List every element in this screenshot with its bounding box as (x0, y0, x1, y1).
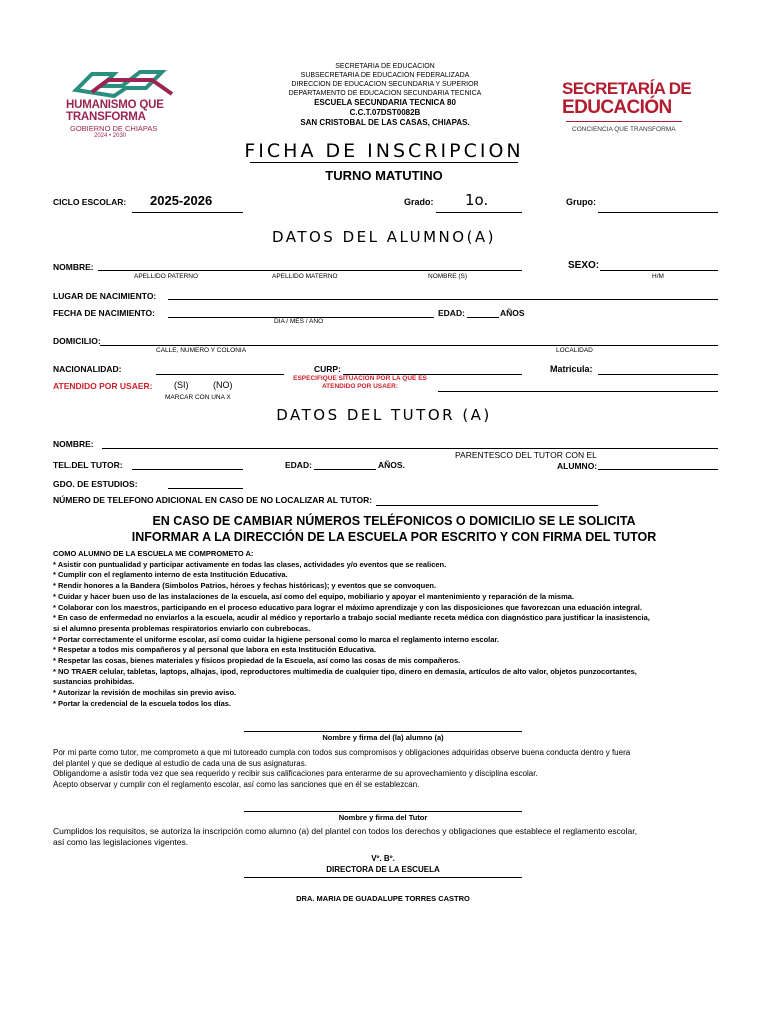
logo-right-line1: SECRETARÍA DE (562, 79, 692, 98)
logo-left-line3: GOBIERNO DE CHIAPAS (70, 124, 158, 133)
tutor-nombre-field[interactable] (102, 448, 718, 449)
page-subtitle: TURNO MATUTINO (325, 168, 443, 183)
alumno-anos-label: AÑOS (500, 308, 525, 318)
section-tutor-title: DATOS DEL TUTOR (A) (276, 406, 492, 424)
lugar-nacimiento-label: LUGAR DE NACIMIENTO: (53, 291, 157, 301)
header-line4: DEPARTAMENTO DE EDUCACION SECUNDARIA TECNICA (288, 90, 482, 97)
logo-right-line3: CONCIENCIA QUE TRANSFORMA (572, 126, 676, 133)
aviso-notice (0, 514, 768, 545)
tutor-compromiso-text (53, 748, 733, 790)
page-title: FICHA DE INSCRIPCION (244, 140, 524, 162)
dia-mes-caption: DIA / MES / AÑO (274, 318, 324, 325)
lugar-nacimiento-field[interactable] (168, 299, 718, 300)
parentesco-label-2: ALUMNO: (557, 461, 598, 471)
apellido-paterno-caption: APELLIDO PATERNO (134, 273, 199, 280)
cumplidos-text (53, 826, 743, 848)
domicilio-field[interactable] (100, 345, 718, 346)
compromiso-item: * Colaborar con los maestros, participando en el proceso educativo para lograr el máximo aprendizaje y con las disposiciones que favorezcan una eduación integral. (53, 602, 642, 612)
compromiso-item: * En caso de enfermedad no enviarlos a la escuela, acudir al médico y reportarlo a trabajo social mediante receta médica con diagnóstico para justificar la inasistencia, (53, 613, 650, 623)
calle-caption: CALLE, NUMERO Y COLONIA (156, 347, 247, 354)
tutor-edad-label: EDAD: (285, 460, 312, 470)
directora-nombre: DRA. MARIA DE GUADALUPE TORRES CASTRO (296, 894, 470, 903)
parentesco-label-1: PARENTESCO DEL TUTOR CON EL (455, 450, 597, 460)
parentesco-field[interactable] (598, 469, 718, 470)
aviso-line2: INFORMAR A LA DIRECCIÓN DE LA ESCUELA POR ESCRITO Y CON FIRMA DEL TUTOR (131, 529, 657, 544)
firma-directora-line[interactable] (244, 877, 522, 878)
tutor-edad-field[interactable] (314, 469, 376, 470)
logo-left-line2: TRANSFORMA (66, 111, 146, 123)
telefono-adicional-label: NÚMERO DE TELEFONO ADICIONAL EN CASO DE NO LOCALIZAR AL TUTOR: (53, 495, 373, 505)
especifique-line1: ESPECIFIQUE SITUACION POR LA QUE ES (293, 375, 427, 382)
compromiso-item: * Asistir con puntualidad y participar activamente en todas las clases, actividades y/o eventos que se realicen. (53, 559, 447, 569)
compromiso-item: * Rendir honores a la Bandera (Simbolos Patrios, héroes y fechas históricas); y eventos que se convoquen. (53, 581, 437, 591)
especifique-caption (270, 375, 450, 391)
title-underline (250, 162, 518, 163)
tutor-anos-label: AÑOS. (378, 460, 405, 470)
tutor-text-line: Acepto observar y cumplir con el reglamento escolar, así como las sanciones que en él se establezcan. (53, 779, 420, 789)
tutor-tel-field[interactable] (132, 469, 243, 470)
logo-right-line2: EDUCACIÓN (562, 97, 672, 118)
logo-left-line4: 2024 • 2030 (94, 133, 127, 139)
compromiso-item: sustancias prohibidas. (53, 677, 135, 687)
logo-left-line1: HUMANISMO QUE (66, 99, 164, 111)
nacionalidad-label: NACIONALIDAD: (53, 364, 122, 374)
nombres-caption: NOMBRE (S) (428, 273, 467, 280)
header-line3: DIRECCION DE EDUCACION SECUNDARIA Y SUPERIOR (291, 81, 479, 88)
header-line1: SECRETARIA DE EDUCACION (335, 63, 435, 70)
ciclo-field[interactable] (132, 212, 243, 213)
header-line6: C.C.T.07DST0082B (349, 108, 421, 117)
especifique-field[interactable] (438, 391, 718, 392)
firma-tutor-line[interactable] (244, 811, 522, 812)
firma-tutor-label: Nombre y firma del Tutor (338, 813, 428, 822)
aviso-line1: EN CASO DE CAMBIAR NÚMEROS TELÉFONICOS O DOMICILIO SE LE SOLICITA (152, 514, 636, 528)
fecha-nacimiento-label: FECHA DE NACIMIENTO: (53, 308, 155, 318)
ciclo-label: CICLO ESCOLAR: (53, 197, 127, 207)
tutor-text-line: Obligandome a asistir toda vez que sea requerido y recibir sus calificaciones para enterarme de su aprovechamiento y disciplina escolar. (53, 769, 538, 778)
header-line2: SUBSECRETARIA DE EDUCACION FEDERALIZADA (300, 72, 470, 79)
compromiso-item: si el alumno presenta problemas respiratorios enviarlo con cubrebocas. (53, 623, 311, 633)
usaer-no-option[interactable]: (NO) (213, 380, 233, 390)
matricula-field[interactable] (598, 374, 718, 375)
telefono-adicional-field[interactable] (376, 505, 598, 506)
compromiso-item: * NO TRAER celular, tabletas, laptops, alhajas, ipod, reproductores multimedia de cualquier tipo, dinero en demasía, artículos de alto valor, objetos punzocortantes, (53, 666, 637, 676)
header-line7: SAN CRISTOBAL DE LAS CASAS, CHIAPAS. (300, 118, 470, 127)
cumplidos-line: Cumplidos los requisitos, se autoriza la inscripción como alumno (a) del plantel con todos los derechos y obligaciones que establece el reglamento escolar, (53, 826, 637, 836)
compromiso-item: * Respetar a todos mis compañeros y al personal que labora en esta Institución Educativa. (53, 645, 377, 655)
usaer-si-option[interactable]: (SI) (174, 380, 189, 390)
tutor-text-line: Por mi parte como tutor, me comprometo a que mi tutoreado cumpla con todos sus compromisos y obligaciones adquiridas observe buena conducta dentro y fuera (53, 748, 631, 757)
usaer-label: ATENDIDO POR USAER: (53, 381, 153, 391)
firma-alumno-label: Nombre y firma del (la) alumno (a) (322, 733, 444, 742)
matricula-label: Matricula: (550, 364, 593, 374)
curp-label: CURP: (314, 364, 341, 374)
estudios-field[interactable] (168, 488, 243, 489)
gobierno-chiapas-logo (62, 68, 192, 138)
section-alumno-title: DATOS DEL ALUMNO(A) (271, 228, 497, 246)
compromisos-intro: COMO ALUMNO DE LA ESCUELA ME COMPROMETO A: (53, 549, 254, 558)
alumno-edad-label: EDAD: (438, 308, 465, 318)
tutor-nombre-label: NOMBRE: (53, 439, 94, 449)
header-line5: ESCUELA SECUNDARIA TECNICA 80 (314, 98, 456, 107)
institution-header (240, 62, 530, 128)
logo-right-rule (566, 121, 682, 122)
estudios-label: GDO. DE ESTUDIOS: (53, 479, 138, 489)
compromiso-item: * Cuidar y hacer buen uso de las instalaciones de la escuela, así como del equipo, mobiliario y apoyar el mantenimiento y reparación de la misma. (53, 591, 575, 601)
grupo-field[interactable] (598, 212, 718, 213)
compromiso-item: * Portar correctamente el uniforme escolar, así como cuidar la higiene personal como lo marca el reglamento interno escolar. (53, 634, 499, 644)
especifique-line2: ATENDIDO POR USAER: (321, 383, 399, 390)
vobo-label: Vº. Bº. (371, 854, 395, 863)
ciclo-value: 2025-2026 (150, 193, 213, 208)
alumno-nombre-label: NOMBRE: (53, 262, 94, 272)
compromisos-list (53, 549, 733, 710)
hm-caption: H/M (652, 273, 664, 280)
compromiso-item: * Respetar las cosas, bienes materiales y físicos propiedad de la Escuela, así como las cosas de mis compañeros. (53, 656, 461, 666)
compromiso-item: * Cumplir con el reglamento interno de esta Institución Educativa. (53, 570, 288, 580)
apellido-materno-caption: APELLIDO MATERNO (272, 273, 338, 280)
secretaria-educacion-logo (562, 80, 692, 140)
alumno-sexo-label: SEXO: (568, 260, 600, 271)
alumno-sexo-field[interactable] (600, 270, 718, 271)
domicilio-label: DOMICILIO: (53, 336, 101, 346)
localidad-caption: LOCALIDAD (556, 347, 593, 354)
tutor-tel-label: TEL.DEL TUTOR: (53, 460, 123, 470)
nacionalidad-field[interactable] (156, 374, 284, 375)
grado-value: 1o. (465, 191, 489, 209)
grupo-label: Grupo: (566, 197, 596, 207)
directora-label: DIRECTORA DE LA ESCUELA (326, 865, 440, 874)
marcar-caption: MARCAR CON UNA X (165, 394, 231, 401)
tutor-text-line: del plantel y que se dedique al estudio de cada una de sus asignaturas. (53, 758, 307, 768)
cumplidos-line: así como las legislaciones vigentes. (53, 837, 189, 847)
firma-alumno-line[interactable] (244, 731, 522, 732)
chiapas-emblem-icon (62, 68, 192, 98)
grado-field[interactable] (436, 212, 522, 213)
grado-label: Grado: (404, 197, 434, 207)
compromiso-item: * Portar la credencial de la escuela todos los días. (53, 698, 231, 708)
compromiso-item: * Autorizar la revisión de mochilas sin previo aviso. (53, 688, 237, 698)
alumno-nombre-field[interactable] (98, 270, 522, 271)
alumno-edad-field[interactable] (467, 317, 499, 318)
